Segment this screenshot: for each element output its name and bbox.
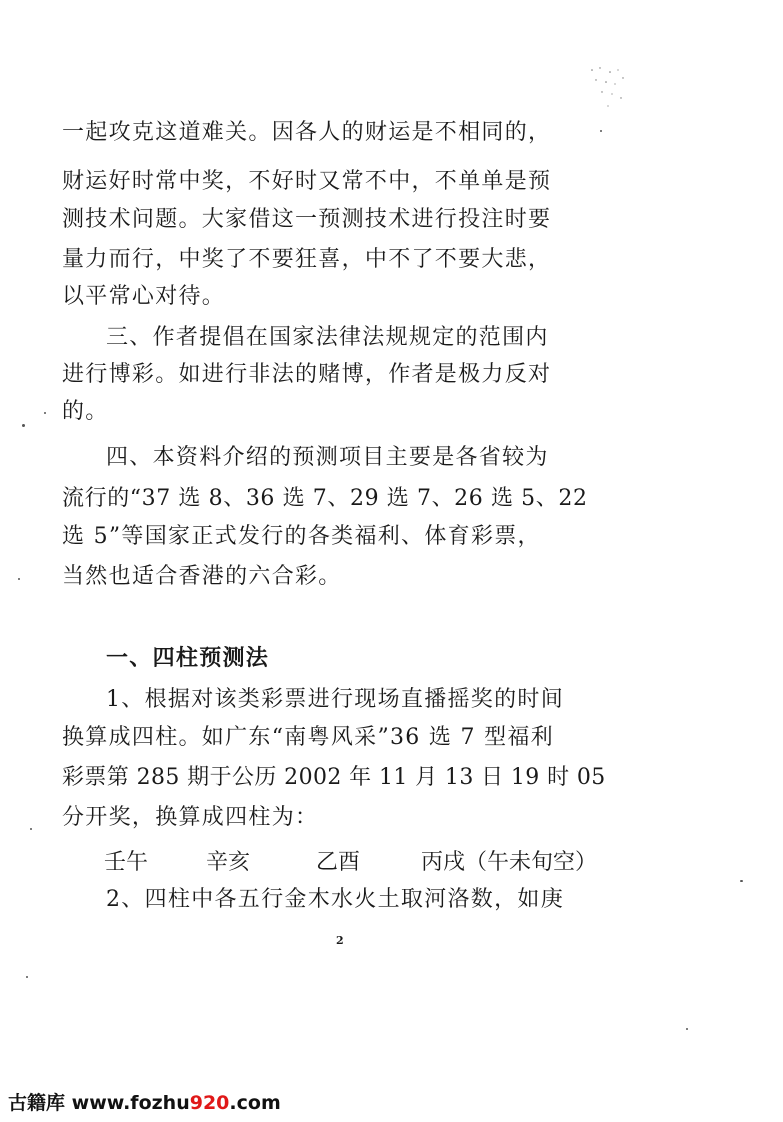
scan-speck — [44, 412, 46, 414]
body-line-2: 财运好时常中奖，不好时又常不中，不单单是预 — [62, 169, 552, 194]
body-line-5: 以平常心对待。 — [62, 284, 226, 309]
scan-speck — [600, 130, 602, 132]
paragraph-three-line-3: 的。 — [62, 399, 109, 424]
item-one-line-3: 彩票第 285 期于公历 2002 年 11 月 13 日 19 时 05 — [62, 765, 606, 790]
paragraph-four-line-3: 选 5”等国家正式发行的各类福利、体育彩票， — [62, 524, 541, 549]
body-line-4: 量力而行，中奖了不要狂喜，中不了不要大悲， — [62, 247, 552, 272]
item-two-line-1: 2、四柱中各五行金木水火土取河洛数，如庚 — [106, 887, 564, 912]
paragraph-four-line-2: 流行的“37 选 8、36 选 7、29 选 7、26 选 5、22 — [62, 486, 588, 511]
scan-speck — [686, 1028, 688, 1030]
site-watermark — [8, 1088, 281, 1115]
site-url-suffix: .com — [229, 1092, 281, 1114]
scan-speck — [30, 828, 32, 830]
item-one-line-4: 分开奖，换算成四柱为： — [62, 805, 319, 830]
paragraph-four-line-4: 当然也适合香港的六合彩。 — [62, 564, 342, 589]
paragraph-four-line-1: 四、本资料介绍的预测项目主要是各省较为 — [106, 445, 549, 470]
body-line-1: 一起攻克这道难关。因各人的财运是不相同的， — [62, 120, 552, 145]
month-pillar: 辛亥 — [206, 850, 251, 875]
day-pillar: 乙酉 — [316, 850, 361, 875]
page-number: 2 — [336, 934, 344, 947]
scan-speck — [740, 880, 743, 882]
scan-speck — [18, 578, 20, 580]
scan-speck — [22, 424, 25, 427]
body-line-3: 测技术问题。大家借这一预测技术进行投注时要 — [62, 207, 552, 232]
scan-speck — [26, 976, 28, 978]
site-url-number: 920 — [189, 1092, 230, 1114]
hour-pillar: 丙戌（午未旬空） — [421, 850, 598, 875]
paragraph-three-line-2: 进行博彩。如进行非法的赌博，作者是极力反对 — [62, 362, 552, 387]
year-pillar: 壬午 — [104, 850, 149, 875]
site-url-prefix: www.fozhu — [71, 1092, 190, 1114]
paragraph-three-line-1: 三、作者提倡在国家法律法规规定的范围内 — [106, 325, 549, 350]
item-one-line-2: 换算成四柱。如广东“南粤风采”36 选 7 型福利 — [62, 725, 554, 750]
item-one-line-1: 1、根据对该类彩票进行现场直播摇奖的时间 — [106, 687, 564, 712]
scan-noise-mark — [588, 64, 628, 114]
section-heading: 一、四柱预测法 — [106, 645, 270, 671]
site-name: 古籍库 — [8, 1092, 66, 1114]
